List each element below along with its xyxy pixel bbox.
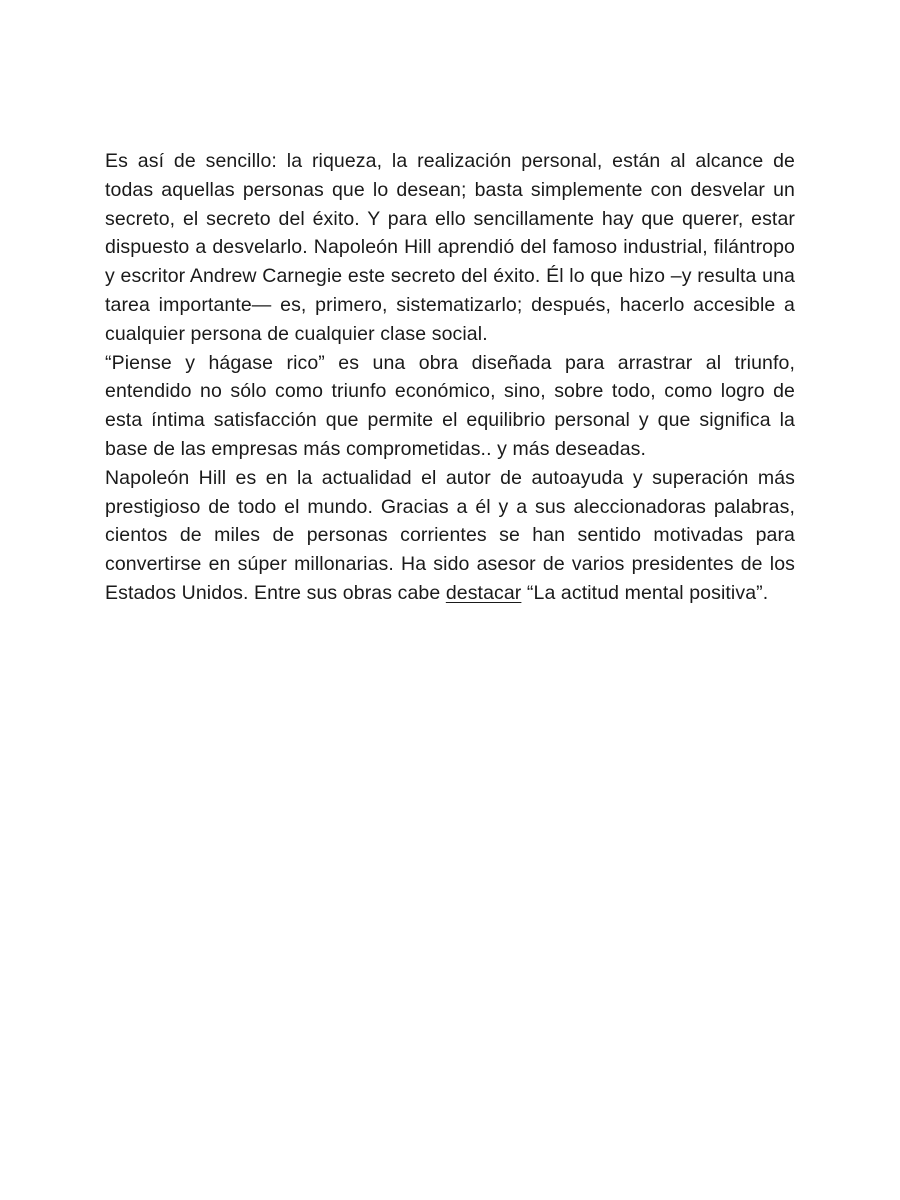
text-block [105, 147, 795, 608]
underlined-word-destacar: destacar [445, 581, 522, 604]
author-bio-text-after: “La actitud mental positiva”. [521, 581, 769, 604]
paragraph-intro-secret: Es así de sencillo: la riqueza, la realización personal, están al alcance de todas aquellas personas que lo desean; basta simplemente con desvelar un secreto, el secreto del éxito. Y para ello sencillamente hay que querer, estar dispuesto a desvelarlo. Napoleón Hill aprendió del famoso industrial, filántropo y escritor Andrew Carnegie este secreto del éxito. Él lo que hizo –y resulta una tarea importante— es, primero, sistematizarlo; después, hacerlo accesible a cualquier persona de cualquier clase social. [105, 150, 795, 345]
paragraph-book-description: “Piense y hágase rico” es una obra diseñada para arrastrar al triunfo, entendido no sólo como triunfo económico, sino, sobre todo, como logro de esta íntima satisfacción que permite el equilibrio personal y que significa la base de las empresas más comprometidas.. y más deseadas. [105, 351, 795, 460]
paragraph-author-bio [105, 464, 795, 608]
author-bio-text-before: Napoleón Hill es en la actualidad el autor de autoayuda y superación más prestigioso de todo el mundo. Gracias a él y a sus aleccionadoras palabras, cientos de miles de personas corrientes se han sentido motivadas para convertirse en súper millonarias. Ha sido asesor de varios presidentes de los Estados Unidos. Entre sus obras cabe [105, 466, 795, 604]
